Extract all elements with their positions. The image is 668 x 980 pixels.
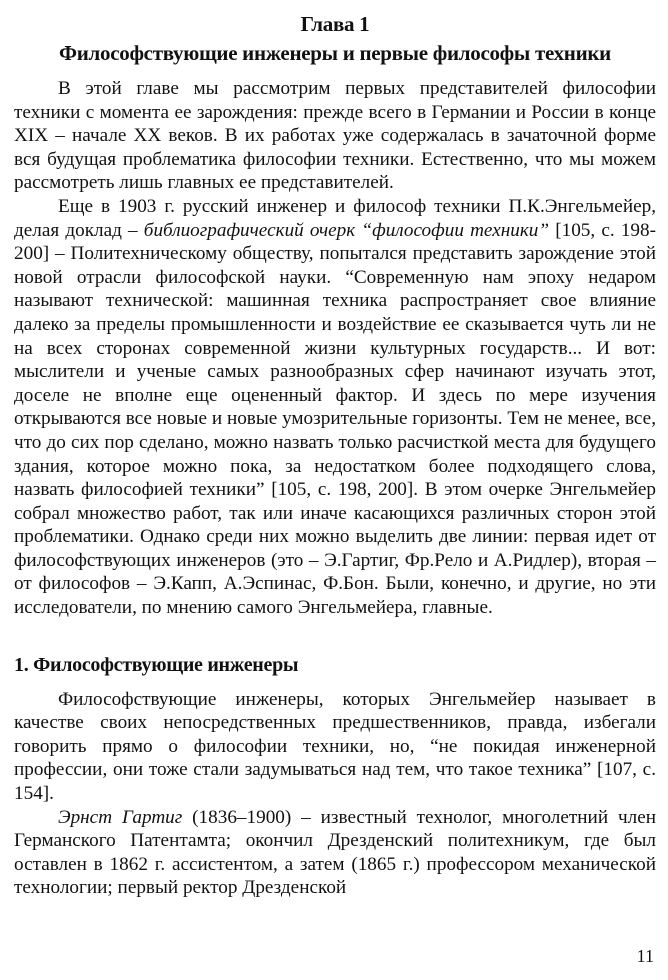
intro-paragraph-1: В этой главе мы рассмотрим первых представителей философии техники с момента ее зарождения: прежде всего в Германии и России в конце XIX – начале XX веков. В их работах уже содержалась в зачаточной форме вся будущая проблематика философии техники. Естественно, что мы можем рассмотреть лишь главных ее представителей.	[14, 78, 656, 194]
page-number: 11	[636, 946, 654, 966]
section-paragraph-2	[14, 806, 656, 900]
section-text	[14, 688, 656, 900]
section-title: 1. Философствующие инженеры	[14, 653, 299, 676]
chapter-label: Глава 1	[300, 12, 370, 36]
intro-p2-italic: библиографический очерк “философии техники”	[143, 219, 550, 241]
chapter-title: Философствующие инженеры и первые философы техники	[59, 41, 611, 65]
intro-text	[14, 77, 656, 620]
intro-p2-rest: [105, с. 198-200] – Политехническому обществу, попытался представить зарождение этой новой отрасли философской науки. “Современную нам эпоху недаром называют технической: машинная техника распространяет свое влияние далеко за пределы промышленности и воздействие ее сказывается чуть ли не на всех сторонах современной жизни культурных государств... И вот: мыслители и ученые самых разнообразных сфер начинают изучать этот, доселе не вполне еще оцененный фактор. И здесь по мере изучения открываются все новые и новые умозрительные горизонты. Тем не менее, все, что до сих пор сделано, можно назвать только расчисткой места для будущего здания, которое можно пока, за недостатком более подходящего слова, назвать философией техники” [105, с. 198, 200]. В этом очерке Энгельмейер собрал множество работ, так или иначе касающихся различных сторон этой проблематики. Однако среди них можно выделить две линии: первая идет от философствующих инженеров (это – Э.Гартиг, Фр.Рело и А.Ридлер), вторая – от философов – Э.Капп, А.Эспинас, Ф.Бон. Были, конечно, и другие, но эти исследователи, по мнению самого Энгельмейера, главные.	[14, 219, 656, 619]
intro-p2-start: Еще в 1903 г. русский инженер и философ техники П.К.Энгельмейер, делая доклад –	[14, 195, 656, 241]
intro-paragraph-2	[14, 195, 656, 620]
section-p2-rest: (1836–1900) – известный технолог, многолетний член Германского Патентамта; окончил Дрезденский политехникум, где был оставлен в 1862 г. ассистентом, а затем (1865 г.) профессором механической технологии; первый ректор Дрезденской	[14, 806, 656, 899]
section-paragraph-1: Философствующие инженеры, которых Энгельмейер называет в качестве своих непосредственных предшественников, правда, избегали говорить прямо о философии техники, но, “не покидая инженерной профессии, они тоже стали задумываться над тем, что такое техника” [107, с. 154].	[14, 688, 656, 805]
section-p2-italic: Эрнст Гартиг	[58, 806, 183, 828]
